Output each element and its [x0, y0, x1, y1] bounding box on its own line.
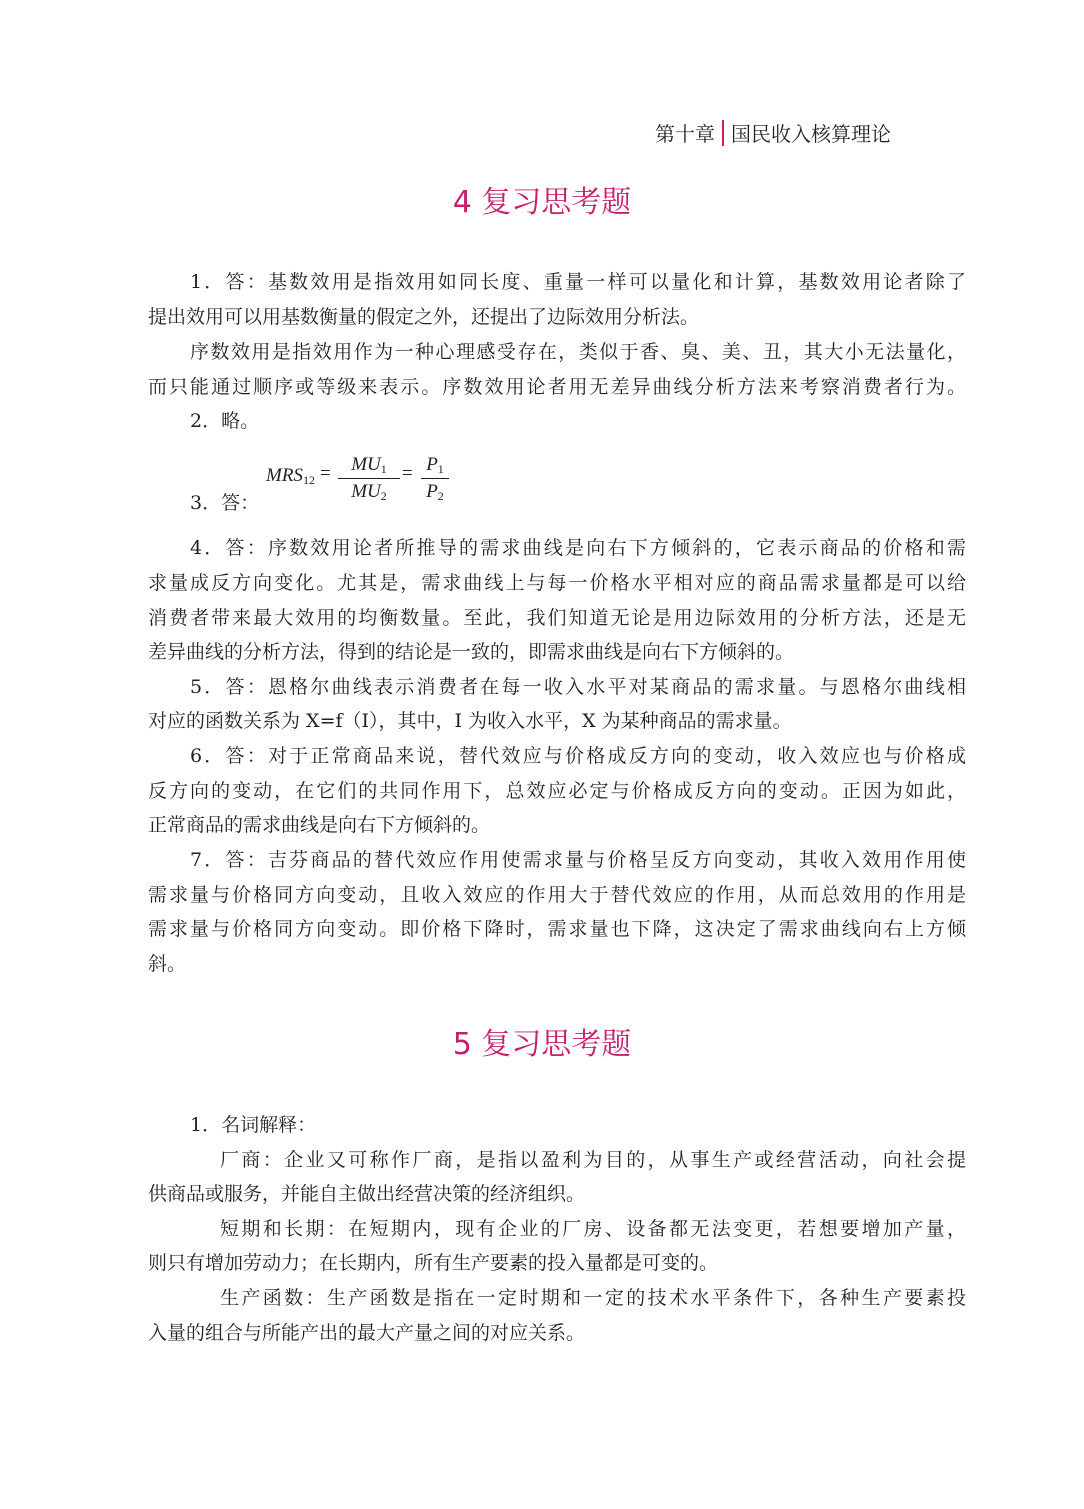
paragraph-line: 斜。: [148, 953, 187, 975]
paragraph-line: 4．答：序数效用论者所推导的需求曲线是向右下方倾斜的，它表示商品的价格和需: [190, 537, 966, 559]
paragraph-line: 1．名词解释：: [190, 1114, 317, 1136]
paragraph-line: 入量的组合与所能产出的最大产量之间的对应关系。: [148, 1322, 586, 1344]
formula-lhs: $MRS_{12}$: [266, 465, 315, 487]
paragraph-line: 消费者带来最大效用的均衡数量。至此，我们知道无论是用边际效用的分析方法，还是无: [148, 607, 966, 629]
section-5-title: 5 复习思考题: [452, 1027, 632, 1062]
formula-fraction-p: $P_1$ $P_2$: [421, 453, 449, 504]
paragraph-line: 差异曲线的分析方法，得到的结论是一致的，即需求曲线是向右下方倾斜的。: [148, 641, 795, 663]
paragraph-line: 1．答：基数效用是指效用如同长度、重量一样可以量化和计算，基数效用论者除了: [190, 271, 966, 293]
paragraph-line: 5．答：恩格尔曲线表示消费者在每一收入水平对某商品的需求量。与恩格尔曲线相: [190, 676, 966, 698]
paragraph-line: 而只能通过顺序或等级来表示。序数效用论者用无差异曲线分析方法来考察消费者行为。: [148, 376, 966, 398]
paragraph-line: 正常商品的需求曲线是向右下方倾斜的。: [148, 814, 491, 836]
running-header: [655, 118, 985, 148]
paragraph-line: 6．答：对于正常商品来说，替代效应与价格成反方向的变动，收入效应也与价格成: [190, 745, 966, 767]
paragraph-line: 反方向的变动，在它们的共同作用下，总效应必定与价格成反方向的变动。正因为如此，: [148, 780, 966, 802]
formula-equals: =: [320, 463, 331, 484]
paragraph-line: 短期和长期：在短期内，现有企业的厂房、设备都无法变更，若想要增加产量，: [220, 1218, 966, 1240]
paragraph-line: 厂商：企业又可称作厂商，是指以盈利为目的，从事生产或经营活动，向社会提: [220, 1149, 966, 1171]
chapter-title: 国民收入核算理论: [731, 122, 891, 146]
formula-equals: =: [402, 463, 413, 484]
section-4-title: 4 复习思考题: [452, 185, 632, 220]
paragraph-line: 3．答：: [190, 492, 260, 514]
paragraph-line: 对应的函数关系为 X=f（I），其中，I 为收入水平，X 为某种商品的需求量。: [148, 710, 792, 732]
paragraph-line: 生产函数：生产函数是指在一定时期和一定的技术水平条件下，各种生产要素投: [220, 1287, 966, 1309]
paragraph-line: 需求量与价格同方向变动，且收入效应的作用大于替代效应的作用，从而总效用的作用是: [148, 884, 966, 906]
formula-fraction-mu: $MU_1$ $MU_2$: [338, 453, 400, 504]
chapter-label: 第十章: [655, 122, 715, 146]
paragraph-line: 则只有增加劳动力；在长期内，所有生产要素的投入量都是可变的。: [148, 1252, 719, 1274]
paragraph-line: 2．略。: [190, 410, 260, 432]
paragraph-line: 序数效用是指效用作为一种心理感受存在，类似于香、臭、美、丑，其大小无法量化，: [190, 341, 966, 363]
paragraph-line: 求量成反方向变化。尤其是，需求曲线上与每一价格水平相对应的商品需求量都是可以给: [148, 572, 966, 594]
paragraph-line: 需求量与价格同方向变动。即价格下降时，需求量也下降，这决定了需求曲线向右上方倾: [148, 918, 966, 940]
paragraph-line: 提出效用可以用基数衡量的假定之外，还提出了边际效用分析法。: [148, 306, 700, 328]
paragraph-line: 7．答：吉芬商品的替代效应作用使需求量与价格呈反方向变动，其收入效用作用使: [190, 849, 966, 871]
mrs-formula: [266, 453, 466, 513]
header-divider: [722, 120, 724, 146]
paragraph-line: 供商品或服务，并能自主做出经营决策的经济组织。: [148, 1183, 586, 1205]
